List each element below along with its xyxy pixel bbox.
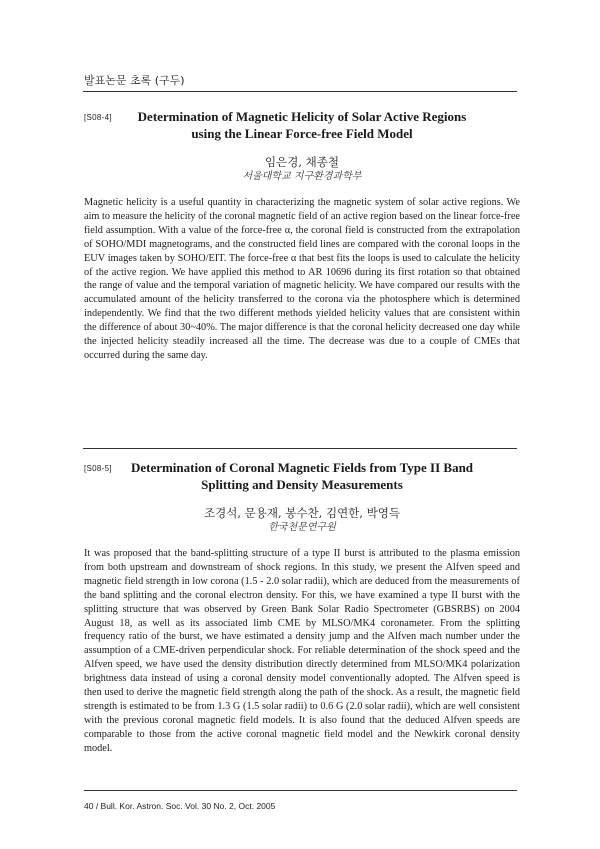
section-divider: [83, 448, 517, 449]
running-head: 발표논문 초록 (구두): [84, 74, 185, 87]
abstract-title-row: [84, 108, 520, 142]
page-footer: 40 / Bull. Kor. Astron. Soc. Vol. 30 No. 2, Oct. 2005: [84, 801, 276, 811]
abstract-affiliation: 한국천문연구원: [268, 522, 336, 533]
abstract-code: [S08-4]: [84, 113, 112, 122]
abstract-title-line: Determination of Coronal Magnetic Fields from Type II Band: [130, 460, 474, 475]
abstract-authors: 조경석, 문용재, 봉수찬, 김연한, 박영득: [204, 506, 400, 520]
header-rule: [83, 91, 517, 92]
abstract-title-line: Splitting and Density Measurements: [201, 477, 403, 492]
abstract-title: [84, 459, 520, 493]
abstract-body: Magnetic helicity is a useful quantity in characterizing the magnetic system of solar active regions. We aim to measure the helicity of the coronal magnetic field of an active region based on the linear force-free field assumption. With a value of the force-free α, the coronal field is constructed from the extrapolation of SOHO/MDI magnetograms, and the constructed field lines are compared with the coronal loops in the EUV images taken by SOHO/EIT. The force-free α that best fits the loops is used to calculate the helicity of the active region. We have applied this method to AR 10696 during its first rotation so that obtained the range of value and the temporal variation of magnetic helicity. We have compared our results with the accumulated amount of the helicity transferred to the corona via the photosphere which is determined independently. We find that the two different methods yielded helicity values that are consistent within the difference of about 30~40%. The major difference is that the coronal helicity decreased one day while the injected helicity steadily increased all the time. The decrease was due to a couple of CMEs that occurred during the same day.: [84, 197, 520, 361]
abstract-title-line: using the Linear Force-free Field Model: [191, 126, 413, 141]
abstract-authors: 임은경, 채종철: [265, 155, 339, 169]
abstract-code: [S08-5]: [84, 464, 112, 473]
abstract-affiliation: 서울대학교 지구환경과학부: [242, 171, 362, 182]
abstract-title-row: [84, 459, 520, 493]
abstract-title: [84, 108, 520, 142]
abstract-s08-4: [84, 108, 520, 373]
abstract-s08-5: [84, 459, 520, 766]
abstract-title-line: Determination of Magnetic Helicity of Solar Active Regions: [137, 109, 467, 124]
footer-rule: [84, 790, 517, 791]
abstract-body: It was proposed that the band-splitting structure of a type II burst is attributed to the plasma emission from both upstream and downstream of shock regions. In this study, we present the Alfven speed and magnetic field strength in low corona (1.5 - 2.0 solar radii), which are deduced from the measurements of the band splitting and the coronal electron density. For this, we have examined a type II burst with the splitting structure that was observed by Green Bank Solar Radio Spectrometer (GBSRBS) on 2004 August 18, as well as its associated limb CME by MLSO/MK4 coronameter. From the splitting frequency ratio of the burst, we have estimated a density jump and the Alfven mach number under the assumption of a CME-driven perpendicular shock. For reliable determination of the shock speed and the Alfven speed, we have used the density distribution directly determined from MLSO/MK4 polarization brightness data instead of using a coronal density model conventionally adopted. The Alfven speed is then used to derive the magnetic field strength along the path of the shock. As a result, the magnetic field strength is estimated to be from 1.3 G (1.5 solar radii) to 0.6 G (2.0 solar radii), which are well consistent with the previous coronal magnetic field models. It is also found that the deduced Alfven speeds are comparable to those from the active coronal magnetic field model and the Newkirk coronal density model.: [84, 548, 520, 754]
